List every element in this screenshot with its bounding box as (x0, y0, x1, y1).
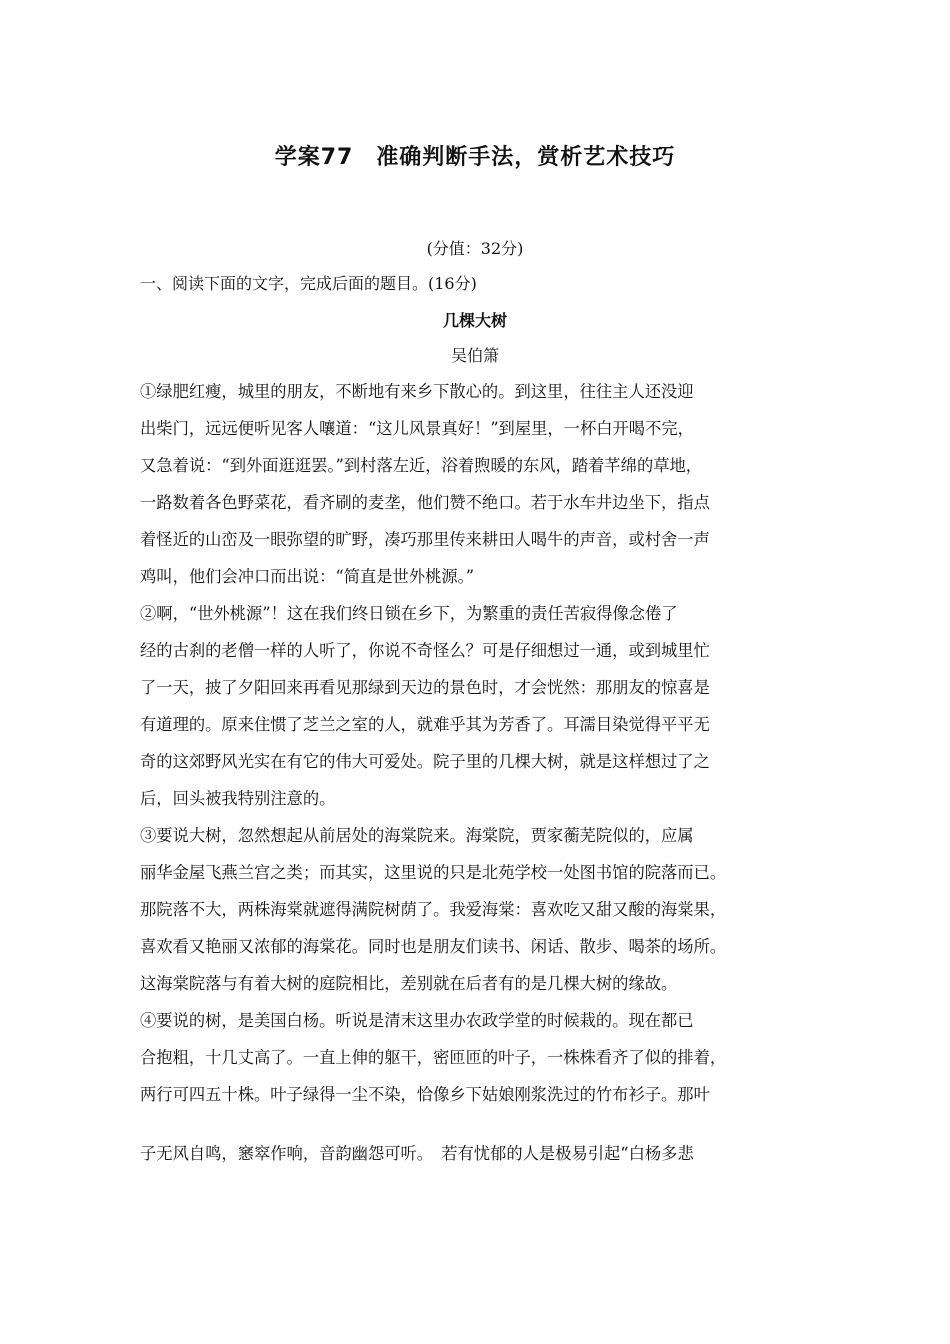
body-line: 着怪近的山峦及一眼弥望的旷野，凑巧那里传来耕田人喝牛的声音，或村舍一声 (140, 530, 710, 549)
body-line: ③要说大树，忽然想起从前居处的海棠院来。海棠院，贾家蘅芜院似的，应属 (140, 826, 694, 845)
body-line: 有道理的。原来住惯了芝兰之室的人，就难乎其为芳香了。耳濡目染觉得平平无 (140, 715, 710, 734)
body-line: 奇的这郊野风光实在有它的伟大可爱处。院子里的几棵大树，就是这样想过了之 (140, 752, 710, 771)
body-line: 两行可四五十株。叶子绿得一尘不染，恰像乡下姑娘刚浆洗过的竹布衫子。那叶 (140, 1085, 710, 1104)
article-body (140, 377, 840, 1176)
body-line: 子无风自鸣，窸窣作响，音韵幽怨可听。 若有忧郁的人是极易引起“白杨多悲 (140, 1144, 694, 1163)
body-line: 一路数着各色野菜花，看齐刷的麦垄，他们赞不绝口。若于水车井边坐下，指点 (140, 493, 710, 512)
article-author: 吴伯箫 (450, 346, 499, 365)
article-title: 几棵大树 (442, 311, 507, 330)
body-line: ④要说的树，是美国白杨。听说是清末这里办农政学堂的时候栽的。现在都已 (140, 1011, 694, 1030)
score-note: (分值：32分) (426, 239, 524, 258)
body-line: 喜欢看又艳丽又浓郁的海棠花。同时也是朋友们读书、闲话、散步、喝茶的场所。 (140, 937, 727, 956)
question-heading: 一、阅读下面的文字，完成后面的题目。(16分) (140, 274, 477, 293)
body-line: ①绿肥红瘦，城里的朋友，不断地有来乡下散心的。到这里，往往主人还没迎 (140, 382, 694, 401)
page-title: 学案77 准确判断手法，赏析艺术技巧 (274, 145, 676, 170)
body-line: 了一天，披了夕阳回来再看见那绿到天边的景色时，才会恍然：那朋友的惊喜是 (140, 678, 710, 697)
body-line: 经的古刹的老僧一样的人听了，你说不奇怪么？可是仔细想过一通，或到城里忙 (140, 641, 710, 660)
body-line: 后，回头被我特别注意的。 (140, 789, 336, 808)
body-line: ②啊，“世外桃源”！这在我们终日锁在乡下，为繁重的责任苦寂得像念倦了 (140, 604, 678, 623)
body-line: 鸡叫，他们会冲口而出说：“简直是世外桃源。” (140, 567, 475, 586)
body-line: 丽华金屋飞燕兰宫之类；而其实，这里说的只是北苑学校一处图书馆的院落而已。 (140, 863, 727, 882)
body-line: 合抱粗，十几丈高了。一直上伸的躯干，密匝匝的叶子，一株株看齐了似的排着， (140, 1048, 727, 1067)
body-line: 出柴门，远远便听见客人嚷道：“这儿风景真好！”到屋里，一杯白开喝不完， (140, 419, 694, 438)
body-line: 又急着说：“到外面逛逛罢。”到村落左近，浴着煦暖的东风，踏着芊绵的草地， (140, 456, 703, 475)
body-line: 那院落不大，两株海棠就遮得满院树荫了。我爱海棠：喜欢吃又甜又酸的海棠果， (140, 900, 727, 919)
body-line: 这海棠院落与有着大树的庭院相比，差别就在后者有的是几棵大树的缘故。 (140, 974, 678, 993)
